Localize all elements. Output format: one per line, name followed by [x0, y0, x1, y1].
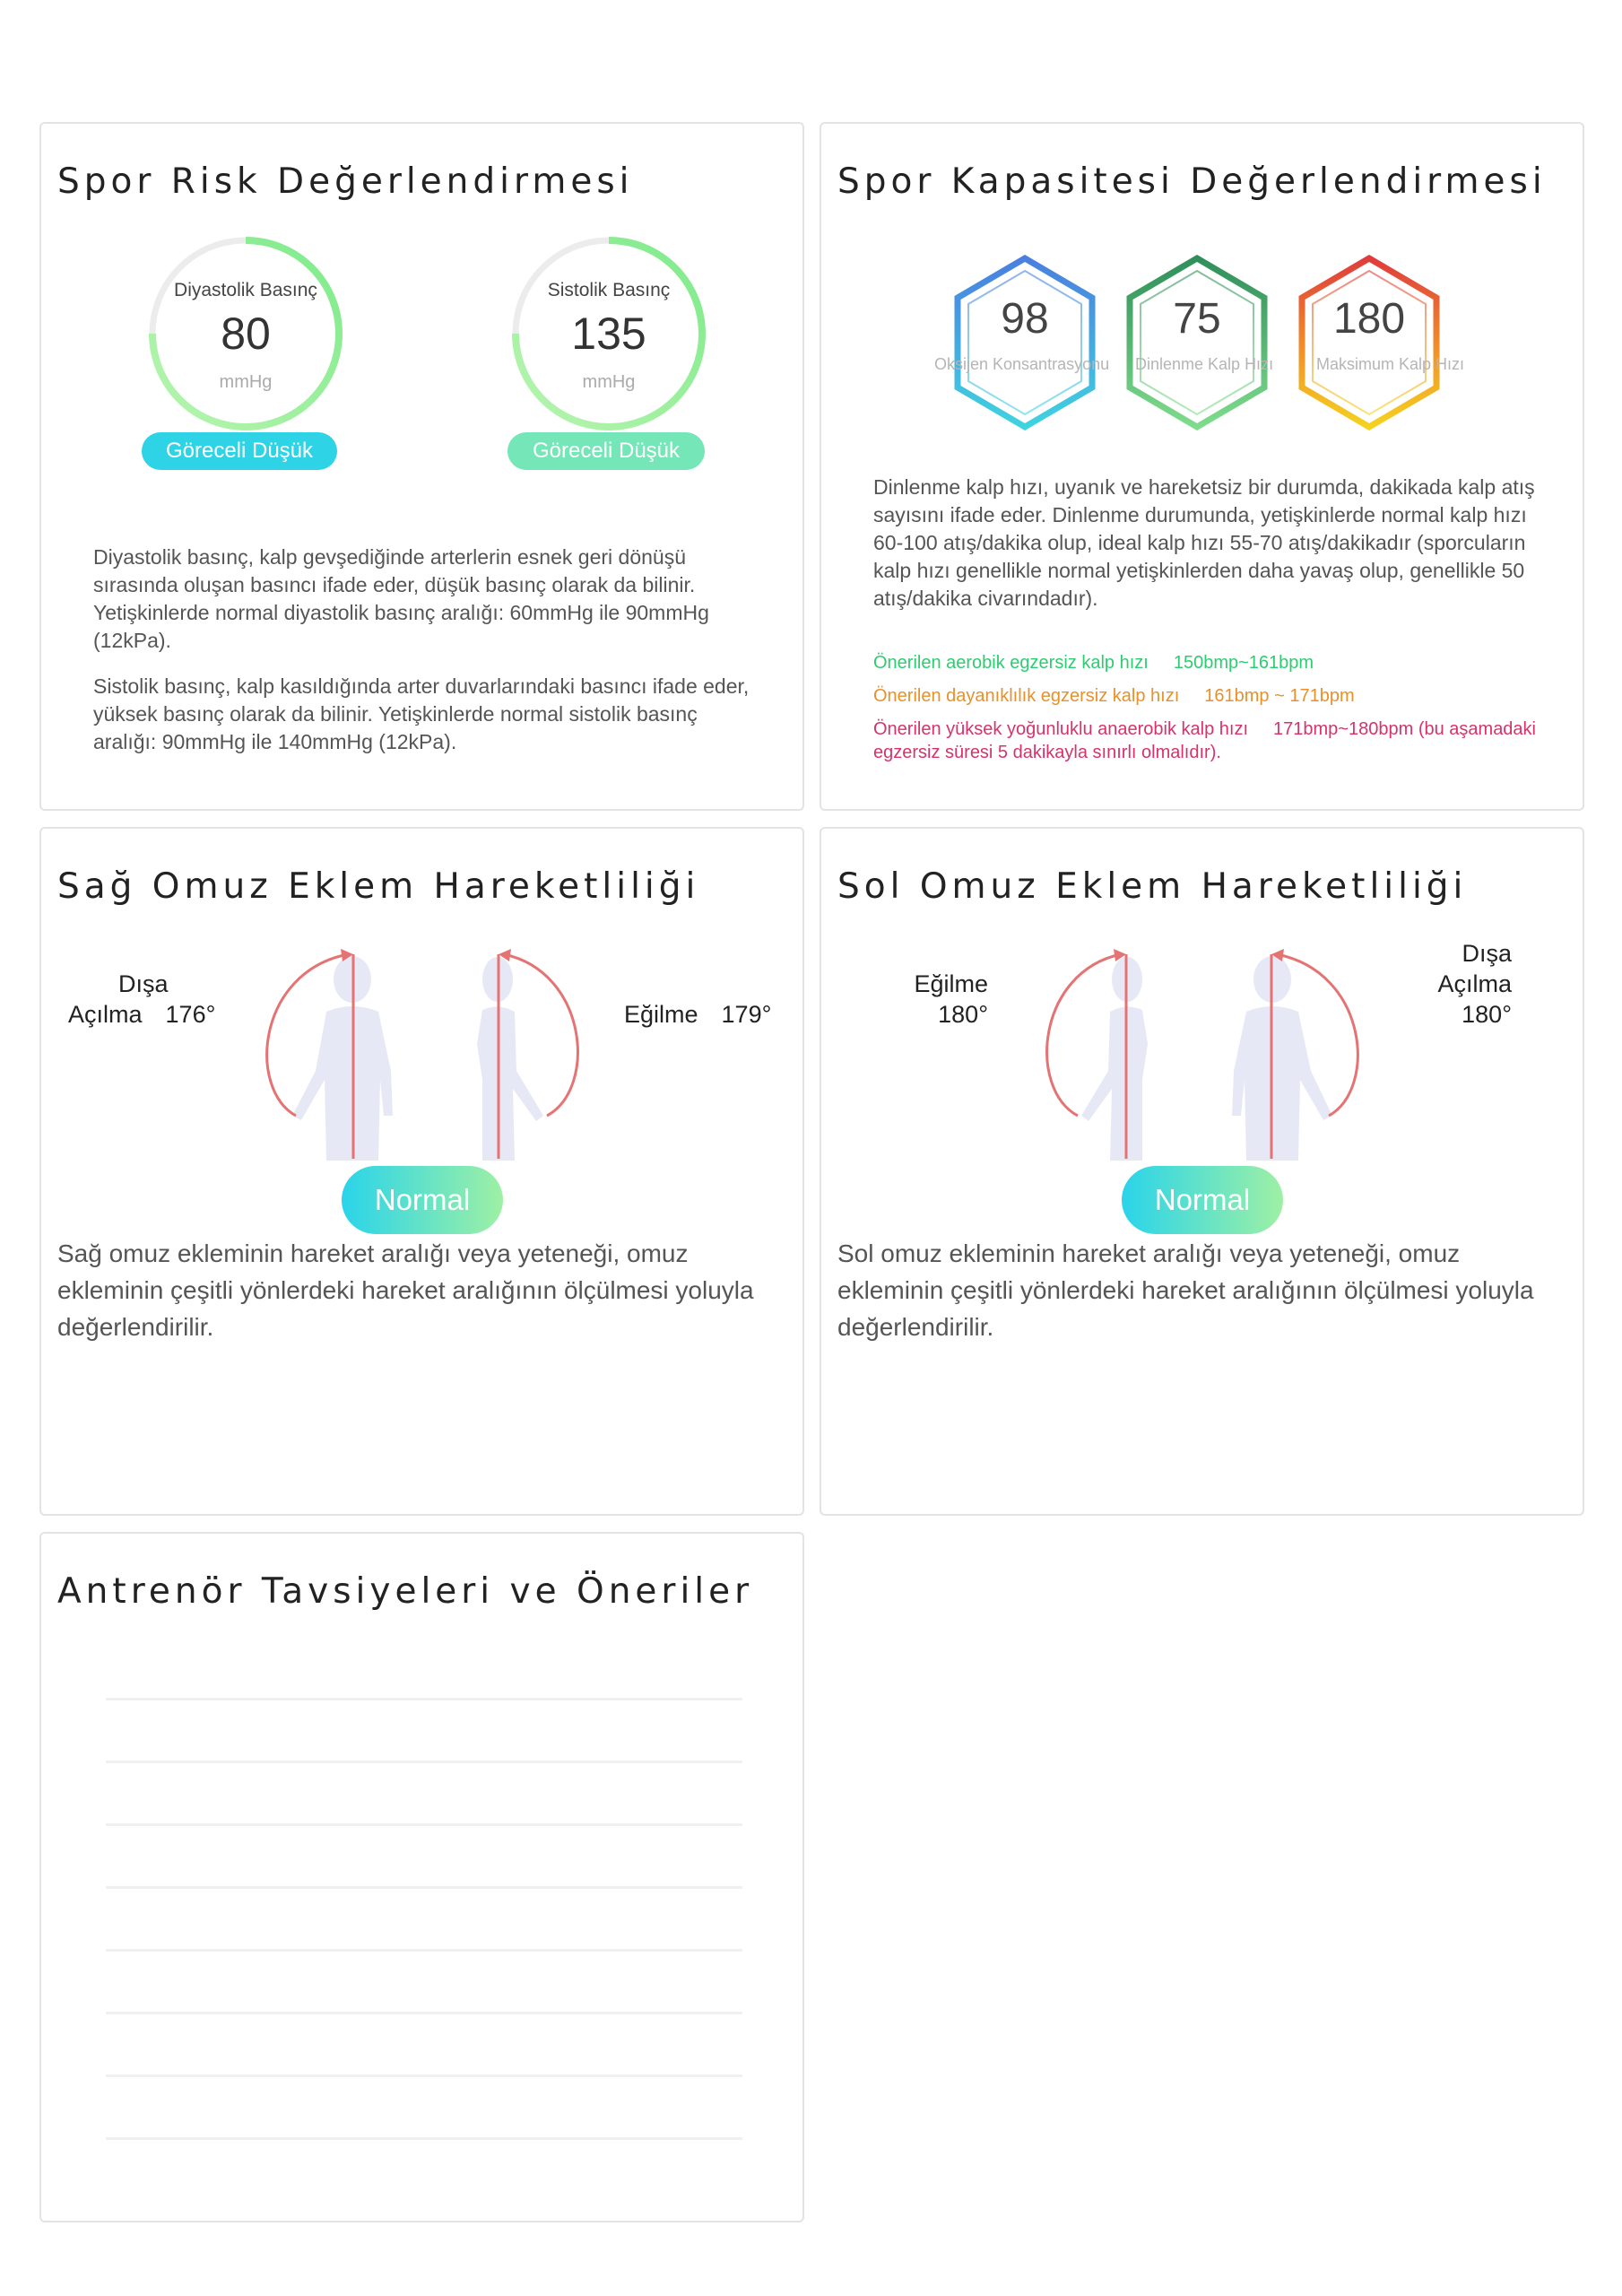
diastolic-value: 80: [221, 309, 271, 359]
aerobic-label: Önerilen aerobik egzersiz kalp hızı: [873, 653, 1149, 673]
diastolic-label: Diyastolik Basınç: [174, 280, 317, 300]
writing-line: [106, 1761, 742, 1763]
systolic-value: 135: [571, 309, 646, 359]
flexion-label: [624, 999, 771, 1030]
abduction-value: 180°: [1462, 1001, 1512, 1028]
abduction-label-line1: Dışa: [118, 970, 169, 997]
abduction-label-line1: Dışa: [1462, 940, 1512, 967]
left-shoulder-description: Sol omuz ekleminin hareket aralığı veya yeteneği, omuz ekleminin çeşitli yönlerdeki hareket aralığının ölçülmesi yoluyla değerlendirilir.: [837, 1239, 1534, 1341]
anaerobic-value: 171bmp~180bpm (bu aşamadaki egzersiz süresi 5 dakikayla sınırlı olmalıdır).: [873, 719, 1536, 762]
writing-line: [106, 1698, 742, 1700]
oxygen-label: Oksijen Konsantrasyonu: [934, 355, 1110, 373]
writing-line: [106, 1886, 742, 1889]
resting-hr-value: 75: [1173, 295, 1221, 343]
diastolic-status-badge: Göreceli Düşük: [142, 432, 337, 470]
card-title: Spor Risk Değerlendirmesi: [57, 161, 634, 202]
max-hr-value: 180: [1332, 295, 1406, 343]
writing-line: [106, 2137, 742, 2140]
shoulder-diagram: [1028, 936, 1377, 1161]
systolic-label: Sistolik Basınç: [547, 280, 671, 300]
shoulder-diagram: [247, 936, 597, 1161]
front-body-icon: [292, 956, 393, 1161]
coach-recommendations-card: [39, 1532, 804, 2222]
card-title: Antrenör Tavsiyeleri ve Öneriler: [57, 1571, 754, 1612]
diastolic-gauge: [143, 230, 349, 437]
resting-hr-label: Dinlenme Kalp Hızı: [1135, 355, 1274, 373]
systolic-status-badge: Göreceli Düşük: [507, 432, 705, 470]
aerobic-hr-line: [873, 651, 1314, 674]
anaerobic-hr-line: [873, 718, 1537, 764]
anaerobic-label: Önerilen yüksek yoğunluklu anaerobik kalp hızı: [873, 719, 1249, 739]
abduction-label-line2: Açılma: [68, 1001, 143, 1028]
sport-capacity-card: [820, 122, 1584, 811]
flexion-label-text: Eğilme: [624, 1001, 698, 1028]
endurance-value: 161bmp ~ 171bpm: [1204, 686, 1355, 706]
diastolic-description: Diyastolik basınç, kalp gevşediğinde arterlerin esnek geri dönüşü sırasında oluşan basıncı ifade eder, düşük basınç olarak da bilinir. Yetişkinlerde normal diyastolik basınç aralığı: 60mmHg ile 90mmHg (12kPa).: [93, 545, 709, 652]
endurance-hr-line: [873, 684, 1355, 708]
left-shoulder-card: [820, 827, 1584, 1516]
writing-line: [106, 2074, 742, 2077]
side-body-icon: [1081, 957, 1148, 1161]
systolic-description: Sistolik basınç, kalp kasıldığında arter duvarlarındaki basıncı ifade eder, yüksek basınç olarak da bilinir. Yetişkinlerde normal sistolik basınç aralığı: 90mmHg ile 140mmHg (12kPa).: [93, 674, 750, 753]
sport-risk-card: [39, 122, 804, 811]
writing-line: [106, 2012, 742, 2014]
abduction-label-line2: Açılma: [1437, 970, 1512, 997]
card-title: Spor Kapasitesi Değerlendirmesi: [837, 161, 1547, 202]
front-body-icon: [1232, 956, 1332, 1161]
diastolic-unit: mmHg: [219, 372, 273, 392]
flexion-label: [873, 969, 988, 1030]
card-title: Sağ Omuz Eklem Hareketliliği: [57, 866, 700, 907]
endurance-label: Önerilen dayanıklılık egzersiz kalp hızı: [873, 686, 1180, 706]
aerobic-value: 150bmp~161bpm: [1173, 653, 1314, 673]
right-shoulder-card: [39, 827, 804, 1516]
systolic-unit: mmHg: [582, 372, 636, 392]
systolic-gauge: [506, 230, 712, 437]
status-badge: Normal: [342, 1166, 503, 1234]
max-hr-label: Maksimum Kalp Hızı: [1316, 355, 1465, 373]
oxygen-value: 98: [1001, 295, 1049, 343]
writing-line: [106, 1949, 742, 1952]
flexion-value: 180°: [938, 1001, 988, 1028]
resting-hr-hexagon: [1121, 253, 1273, 432]
oxygen-hexagon: [949, 253, 1101, 432]
abduction-label: [1377, 938, 1512, 1030]
flexion-label-text: Eğilme: [914, 970, 988, 997]
status-badge: Normal: [1122, 1166, 1283, 1234]
abduction-label: [68, 969, 247, 1030]
writing-line: [106, 1823, 742, 1826]
resting-hr-description: Dinlenme kalp hızı, uyanık ve hareketsiz bir durumda, dakikada kalp atış sayısını ifade eder. Dinlenme durumunda, yetişkinlerde normal kalp hızı 60-100 atış/dakika olup, ideal kalp hızı 55-70 atış/dakikadır (sporcuların kalp hızı genellikle normal yetişkinlerden daha yavaş olup, genellikle 50 atış/dakika civarındadır).: [873, 475, 1535, 610]
right-shoulder-description: Sağ omuz ekleminin hareket aralığı veya yeteneği, omuz ekleminin çeşitli yönlerdeki hareket aralığının ölçülmesi yoluyla değerlendirilir.: [57, 1239, 754, 1341]
side-body-icon: [477, 957, 543, 1161]
abduction-value: 176°: [165, 1001, 216, 1028]
max-hr-hexagon: [1293, 253, 1445, 432]
card-title: Sol Omuz Eklem Hareketliliği: [837, 866, 1468, 907]
flexion-value: 179°: [721, 1001, 772, 1028]
